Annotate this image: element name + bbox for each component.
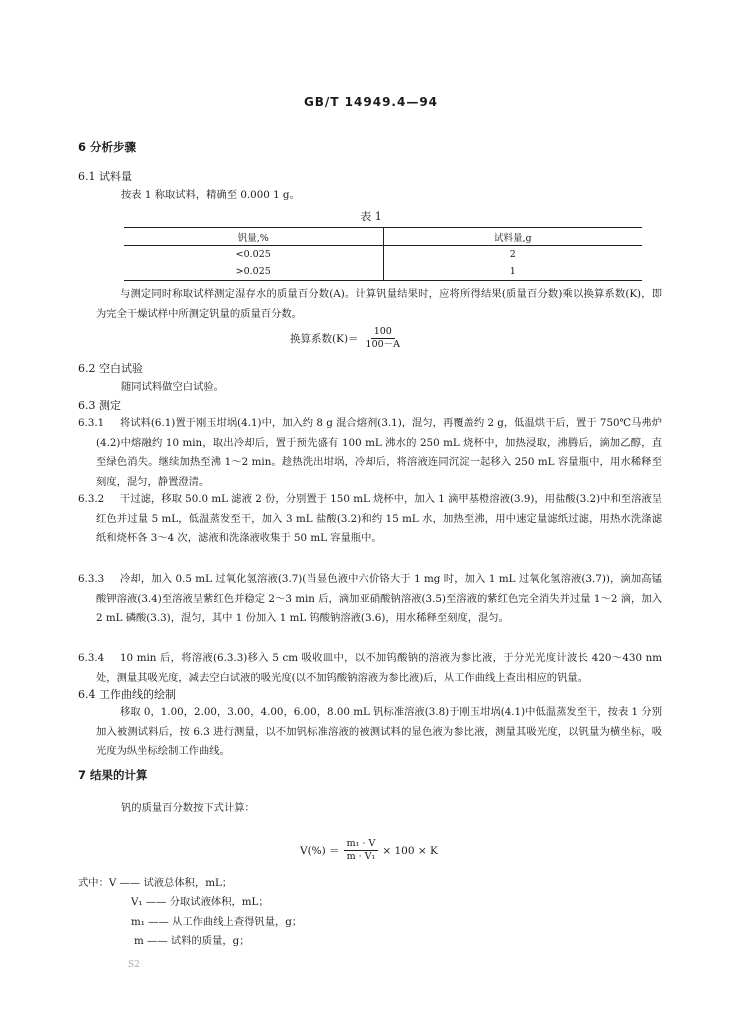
sample-amount-table — [124, 227, 642, 281]
clause-6-3-4: 10 min 后，将溶液(6.3.3)移入 5 cm 吸收皿中，以不加钨酸钠的溶液为参比液，于分光光度计波长 420～430 nm 处，测量其吸光度，减去空白试液的吸光度(以不加钨酸钠溶液为参比液)后，从工作曲线上查出相应的钒量。 — [96, 652, 662, 684]
section-6-2-title: 6.2 空白试验 — [78, 362, 143, 375]
clause-number: 6.3.4 — [78, 652, 105, 664]
formula-numerator: m₁ · V — [344, 838, 379, 851]
section-6-1-title: 6.1 试料量 — [78, 170, 132, 183]
moisture-paragraph: 与测定同时称取试样测定湿存水的质量百分数(A)。计算钒量结果时，应将所得结果(质量百分数)乘以换算系数(K)，即为完全干燥试样中所测定钒量的质量百分数。 — [96, 288, 662, 320]
standard-header: GB/T 14949.4—94 — [303, 95, 439, 109]
table-cell: <0.025 — [124, 246, 383, 264]
clause-6-3-1: 将试料(6.1)置于刚玉坩埚(4.1)中，加入约 8 g 混合熔剂(3.1)，混匀，再覆盖约 2 g，低温烘干后，置于 750℃马弗炉(4.2)中熔融约 10 min，取出冷却后，置于预先盛有 100 mL 沸水的 250 mL 烧杯中，加热浸取，沸腾后，滴加乙醇，直至绿色消失。继续加热至沸 1～2 min。趁热洗出坩埚，冷却后，将溶液连同沉淀一起移入 250 mL 容量瓶中，用水稀释至刻度，混匀，静置澄清。 — [96, 417, 662, 488]
conversion-factor-formula — [290, 326, 407, 351]
page-mark: S2 — [128, 960, 140, 970]
clause-6-3-3: 冷却，加入 0.5 mL 过氧化氢溶液(3.7)(当显色液中六价铬大于 1 mg 时，加入 1 mL 过氧化氢溶液(3.7))，滴加高锰酸钾溶液(3.4)至溶液呈紫红色并稳定 2～3 min 后，滴加亚硝酸钠溶液(3.5)至溶液的紫红色完全消失并过量 1～2 滴，加入 2 mL 磷酸(3.3)，混匀，其中 1 份加入 1 mL 钨酸钠溶液(3.6)，用水稀释至刻度，混匀。 — [96, 573, 662, 624]
table-cell: >0.025 — [124, 263, 383, 281]
section-6-4-title: 6.4 工作曲线的绘制 — [78, 688, 176, 701]
table-header-vanadium: 钒量,% — [124, 228, 383, 246]
formula-denominator: m · V₁ — [346, 851, 376, 862]
vanadium-formula — [300, 838, 438, 863]
clause-number: 6.3.3 — [78, 573, 105, 585]
section-6-4-text: 移取 0，1.00，2.00，3.00，4.00，6.00，8.00 mL 钒标准溶液(3.8)于刚玉坩埚(4.1)中低温蒸发至干，按表 1 分别加入被测试料后，按 6.3 进行测量，以不加钒标准溶液的被测试料的显色液为参比液，测量其吸光度，以钒量为横坐标，吸光度为纵坐标绘制工作曲线。 — [96, 706, 662, 757]
clause-6-3-2: 干过滤，移取 50.0 mL 滤液 2 份，分别置于 150 mL 烧杯中，加入 1 滴甲基橙溶液(3.9)，用盐酸(3.2)中和至溶液呈红色并过量 5 mL，低温蒸发至干，加入 3 mL 盐酸(3.2)和约 15 mL 水，加热至沸，用中速定量滤纸过滤，用热水洗涤滤纸和烧杯各 3～4 次，滤液和洗涤液收集于 50 mL 容量瓶中。 — [96, 493, 662, 544]
clause-number: 6.3.1 — [78, 417, 105, 429]
formula-rhs: × 100 × K — [382, 844, 438, 857]
formula-lhs: V(%) ＝ — [300, 845, 340, 857]
formula-lhs: 换算系数(K)＝ — [290, 333, 359, 345]
section-7-text: 钒的质量百分数按下式计算： — [121, 802, 255, 814]
section-6-2-text: 随同试料做空白试验。 — [121, 381, 224, 393]
table-1-title: 表 1 — [360, 210, 382, 223]
section-7-title: 7 结果的计算 — [78, 768, 148, 782]
table-header-sample: 试料量,g — [383, 228, 642, 246]
table-cell: 1 — [383, 263, 642, 281]
formula-denominator: 100－A — [365, 339, 401, 350]
table-cell: 2 — [509, 249, 516, 260]
where-line: 式中：V —— 试液总体积，mL； — [78, 877, 233, 889]
section-6-title: 6 分析步骤 — [78, 140, 137, 154]
formula-fraction — [363, 326, 404, 351]
table-row — [124, 246, 642, 264]
where-line: V₁ —— 分取试液体积，mL； — [131, 896, 269, 908]
formula-numerator: 100 — [371, 326, 395, 339]
where-line: m₁ —— 从工作曲线上查得钒量，g； — [131, 916, 303, 928]
clause-number: 6.3.2 — [78, 493, 105, 505]
section-6-3-title: 6.3 测定 — [78, 399, 121, 412]
section-6-1-text: 按表 1 称取试料，精确至 0.000 1 g。 — [121, 189, 300, 201]
table-row — [124, 263, 642, 281]
where-line: m —— 试料的质量，g； — [134, 935, 250, 947]
formula-fraction — [344, 838, 379, 863]
